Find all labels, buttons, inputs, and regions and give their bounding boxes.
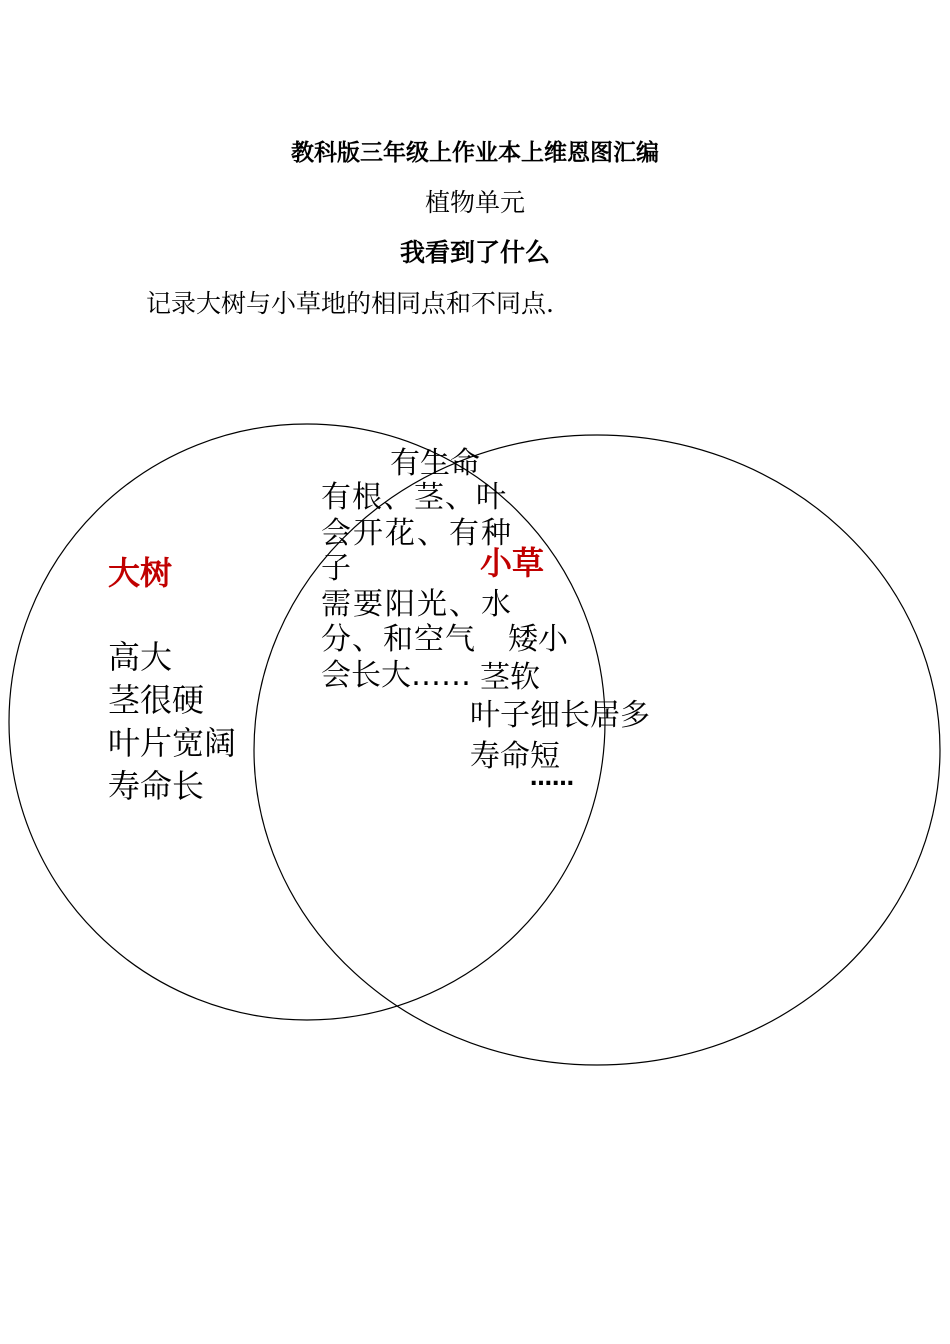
shared-item: 有根、茎、叶 [321, 480, 507, 515]
shared-item: 子 [321, 551, 351, 586]
unit-title: 植物单元 [424, 188, 525, 217]
document-title: 教科版三年级上作业本上维恩图汇编 [291, 140, 659, 166]
grass-item: 矮小 [508, 622, 568, 657]
grass-item: 叶子细长居多 [470, 698, 650, 733]
big-tree-item: 高大 [108, 638, 173, 676]
big-tree-item: 寿命长 [108, 767, 205, 805]
shared-item: 会长大…… [321, 658, 471, 693]
big-tree-item: 叶片宽阔 [108, 724, 237, 762]
shared-item: 需要阳光、水 [321, 587, 513, 622]
grass-item: 茎软 [480, 660, 540, 695]
big-tree-item: 茎很硬 [108, 681, 205, 719]
shared-item: 分、和空气 [321, 622, 476, 657]
grass-label: 小草 [480, 544, 545, 582]
shared-item: 会开花、有种 [321, 516, 513, 551]
grass-item: 寿命短 [470, 739, 560, 774]
shared-item: 有生命 [390, 446, 480, 481]
grass-item: …… [530, 766, 574, 791]
lesson-title: 我看到了什么 [399, 238, 550, 267]
big-tree-label: 大树 [108, 554, 173, 592]
instruction-text: 记录大树与小草地的相同点和不同点. [146, 289, 554, 318]
